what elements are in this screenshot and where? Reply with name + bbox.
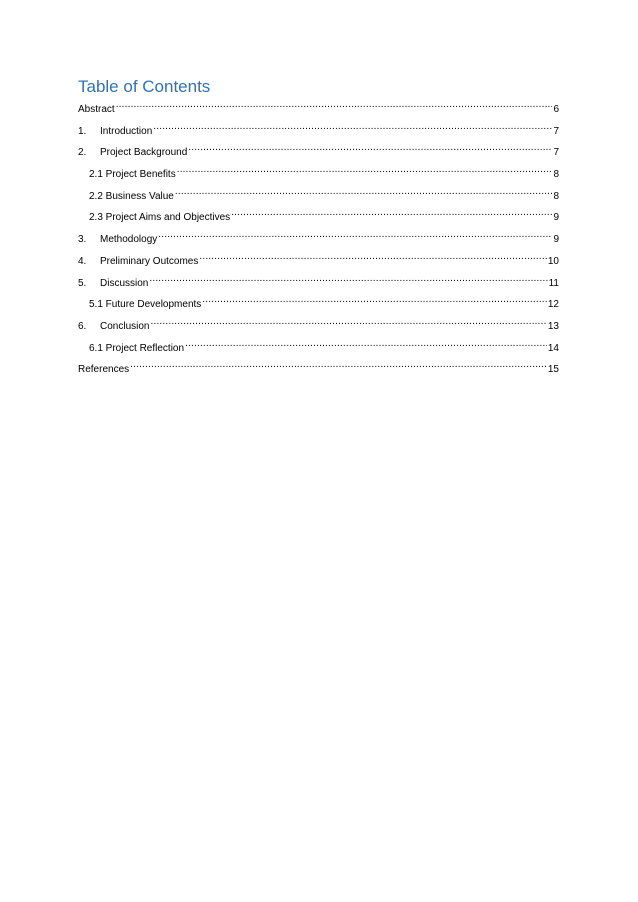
- toc-dot-leader: [116, 98, 553, 112]
- toc-dot-leader: [177, 163, 553, 177]
- toc-dot-leader: [199, 250, 547, 264]
- toc-dot-leader: [150, 315, 546, 329]
- table-of-contents: [78, 98, 559, 380]
- toc-entry-label: 5.1 Future Developments: [89, 299, 202, 311]
- toc-dot-leader: [130, 358, 547, 372]
- toc-entry-project-reflection[interactable]: [78, 337, 559, 354]
- toc-entry-label: 2.2 Business Value: [89, 190, 174, 202]
- toc-entry-business-value[interactable]: [78, 185, 559, 202]
- toc-entry-label: Introduction: [100, 125, 153, 137]
- toc-entry-page-number: 14: [547, 342, 559, 354]
- toc-entry-label: References: [78, 364, 130, 376]
- toc-dot-leader: [153, 120, 552, 134]
- toc-entry-number: 2.: [78, 147, 87, 159]
- toc-entry-number: 6.: [78, 320, 87, 332]
- toc-entry-label: 2.1 Project Benefits: [89, 169, 176, 181]
- toc-entry-label: Methodology: [100, 234, 158, 246]
- toc-entry-page-number: 9: [553, 212, 559, 224]
- toc-entry-page-number: 9: [553, 234, 559, 246]
- toc-title: Table of Contents: [78, 77, 211, 96]
- toc-entry-number: 1.: [78, 125, 87, 137]
- toc-entry-project-benefits[interactable]: [78, 163, 559, 181]
- toc-entry-label: Discussion: [100, 277, 149, 289]
- toc-entry-page-number: 7: [553, 125, 559, 137]
- toc-entry-number: 4.: [78, 255, 87, 267]
- toc-entry-references[interactable]: [78, 358, 559, 376]
- toc-entry-label: 2.3 Project Aims and Objectives: [89, 212, 231, 224]
- toc-entry-page-number: 15: [547, 364, 559, 376]
- toc-entry-future-developments[interactable]: [78, 293, 559, 311]
- toc-entry-methodology[interactable]: [78, 228, 559, 246]
- toc-entry-page-number: 12: [547, 299, 559, 311]
- toc-entry-label: Project Background: [100, 147, 188, 159]
- toc-entry-label: Abstract: [78, 104, 115, 115]
- toc-dot-leader: [202, 293, 547, 307]
- toc-dot-leader: [231, 206, 552, 220]
- toc-entry-preliminary-outcomes[interactable]: [78, 250, 559, 267]
- toc-entry-page-number: 13: [547, 320, 559, 332]
- toc-entry-page-number: 8: [553, 169, 559, 181]
- toc-dot-leader: [175, 185, 553, 199]
- toc-entry-page-number: 8: [553, 190, 559, 202]
- toc-entry-discussion[interactable]: [78, 272, 559, 289]
- toc-entry-abstract[interactable]: [78, 98, 559, 115]
- toc-dot-leader: [185, 337, 547, 351]
- toc-entry-page-number: 10: [547, 255, 559, 267]
- toc-entry-project-aims[interactable]: [78, 206, 559, 224]
- toc-entry-conclusion[interactable]: [78, 315, 559, 332]
- toc-entry-project-background[interactable]: [78, 141, 559, 159]
- toc-entry-page-number: 11: [548, 277, 559, 289]
- toc-dot-leader: [158, 228, 552, 242]
- toc-entry-number: 3.: [78, 234, 87, 246]
- toc-entry-label: Conclusion: [100, 320, 150, 332]
- toc-entry-label: Preliminary Outcomes: [100, 255, 199, 267]
- toc-dot-leader: [149, 272, 547, 286]
- toc-entry-number: 5.: [78, 277, 87, 289]
- toc-entry-page-number: 7: [553, 147, 559, 159]
- toc-dot-leader: [188, 141, 552, 155]
- toc-entry-introduction[interactable]: [78, 120, 559, 137]
- toc-entry-page-number: 6: [553, 104, 559, 115]
- toc-entry-label: 6.1 Project Reflection: [89, 342, 185, 354]
